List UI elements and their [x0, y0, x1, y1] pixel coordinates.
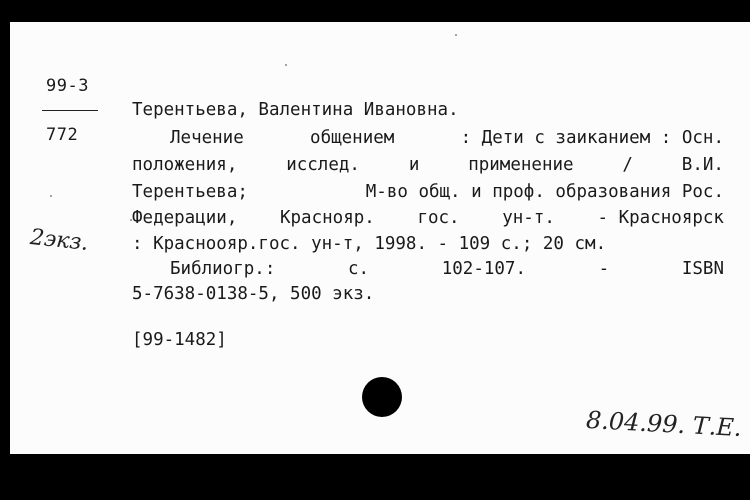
text-segment: ISBN [681, 259, 724, 279]
text-segment: - Красноярск [597, 208, 724, 228]
text-segment: ун-т. [502, 208, 555, 228]
title-word: применение [468, 155, 574, 175]
paper-speck [130, 219, 132, 221]
text-segment: - [598, 259, 610, 279]
card-punch-hole [362, 377, 402, 417]
text-segment: 102-107. [441, 259, 527, 279]
title-word: : Дети с заиканием : Осн. [460, 128, 724, 148]
author-heading: Терентьева, Валентина Ивановна. [132, 100, 459, 120]
text-segment: гос. [417, 208, 460, 228]
paper-speck [285, 64, 287, 66]
text-segment: Федерации, [132, 208, 238, 228]
title-word: Лечение [170, 128, 244, 148]
title-word: исслед. [286, 155, 360, 175]
handwritten-date-signature: 8.04.99. Т.Е. [585, 405, 743, 443]
title-line-2 [132, 153, 724, 177]
catalog-card [10, 22, 750, 454]
title-line-1 [170, 126, 724, 150]
text-segment: Краснояр. [279, 208, 375, 228]
title-word: положения, [132, 155, 238, 175]
handwritten-copies-note: 2экз. [28, 225, 90, 256]
text-segment: Библиогр.: [170, 259, 276, 279]
call-number-top: 99-3 [46, 76, 89, 96]
publisher-line [132, 206, 724, 230]
bibliography-line [170, 257, 724, 281]
title-word: / [622, 155, 633, 175]
isbn-line: 5-7638-0138-5, 500 экз. [132, 284, 375, 304]
call-number-divider [42, 110, 98, 111]
paper-speck [455, 34, 457, 36]
call-number-bottom: 772 [46, 125, 79, 145]
paper-speck [50, 195, 52, 197]
title-word: В.И. [681, 155, 724, 175]
title-word: общением [310, 128, 395, 148]
catalog-number: [99-1482] [132, 330, 227, 350]
text-segment: с. [348, 259, 370, 279]
text-segment: М-во общ. и проф. образования Рос. [365, 182, 724, 202]
title-word: и [408, 155, 420, 175]
responsibility-line [132, 180, 724, 204]
text-segment: Терентьева; [132, 182, 248, 202]
imprint-line: : Красноояр.гос. ун-т, 1998. - 109 с.; 20 см. [132, 234, 607, 254]
